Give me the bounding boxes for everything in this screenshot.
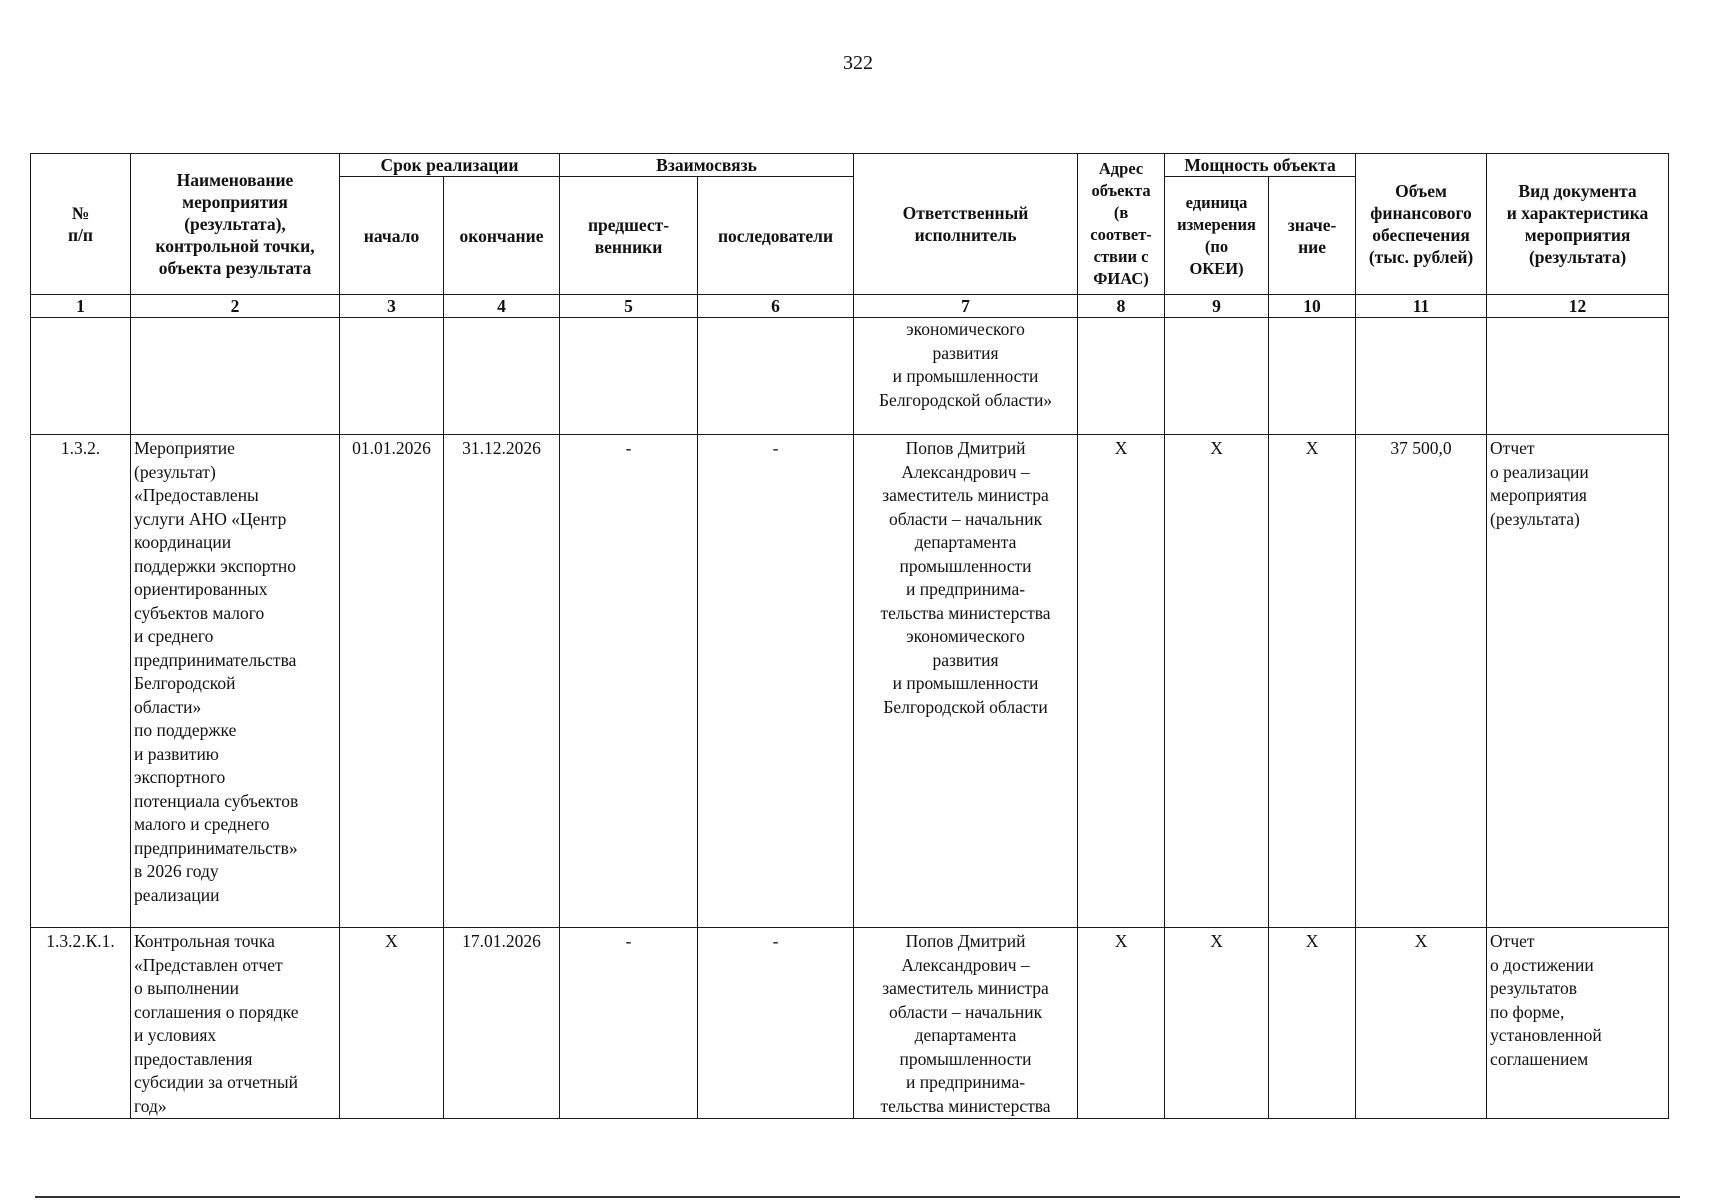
col-number: 6 [698,295,854,318]
cell-address: X [1078,435,1165,928]
cell-responsible: Попов Дмитрий Александрович – заместитель министра области – начальник департамента промышленности и предпринима- тельства министерства [854,928,1078,1119]
cell-unit: X [1165,435,1269,928]
header-link: Взаимосвязь [560,154,854,177]
cell-end: 31.12.2026 [444,435,560,928]
cell-succ: - [698,435,854,928]
cell-start: 01.01.2026 [340,435,444,928]
cell-name: Мероприятие (результат) «Предоставлены услуги АНО «Центр координации поддержки экспортно ориентированных субъектов малого и среднего предпринимательства Белгородской области» по поддержке и развитию экспортного потенциала субъектов малого и среднего предпринимательств» в 2026 году реализации [131,435,340,928]
plan-table [30,153,1669,1119]
cell-doc: Отчет о реализации мероприятия (результата) [1487,435,1669,928]
col-number: 2 [131,295,340,318]
table-row [31,435,1669,928]
cell-responsible: Попов Дмитрий Александрович – заместитель министра области – начальник департамента промышленности и предпринима- тельства министерства экономического развития и промышленности Белгородской области [854,435,1078,928]
table-row [31,928,1669,1119]
col-number: 4 [444,295,560,318]
cell-num: 1.3.2. [31,435,131,928]
cell-value: X [1269,435,1356,928]
col-number: 7 [854,295,1078,318]
column-number-row [31,295,1669,318]
scan-edge-line [35,1196,1680,1198]
header-period: Срок реализации [340,154,560,177]
col-number: 12 [1487,295,1669,318]
cell-pred: - [560,928,698,1119]
col-number: 11 [1356,295,1487,318]
cell-value: X [1269,928,1356,1119]
header-address: Адрес объекта (в соответ- ствии с ФИАС) [1078,154,1165,295]
header-capacity-unit: единица измерения (по ОКЕИ) [1165,177,1269,295]
header-responsible: Ответственный исполнитель [854,154,1078,295]
cell-name: Контрольная точка «Представлен отчет о выполнении соглашения о порядке и условиях предоставления субсидии за отчетный год» [131,928,340,1119]
header-period-end: окончание [444,177,560,295]
cell-responsible: экономического развития и промышленности Белгородской области» [854,318,1078,435]
col-number: 3 [340,295,444,318]
header-name: Наименование мероприятия (результата), контрольной точки, объекта результата [131,154,340,295]
header-capacity-value: значе- ние [1269,177,1356,295]
cell-succ: - [698,928,854,1119]
cell-finance: 37 500,0 [1356,435,1487,928]
header-finance: Объем финансового обеспечения (тыс. рублей) [1356,154,1487,295]
header-num: № п/п [31,154,131,295]
col-number: 8 [1078,295,1165,318]
page-number: 322 [843,52,873,74]
header-row-1 [31,154,1669,177]
col-number: 5 [560,295,698,318]
cell-pred: - [560,435,698,928]
cell-end: 17.01.2026 [444,928,560,1119]
cell-finance: X [1356,928,1487,1119]
continuation-row [31,318,1669,435]
cell-doc: Отчет о достижении результатов по форме, установленной соглашением [1487,928,1669,1119]
cell-num: 1.3.2.К.1. [31,928,131,1119]
cell-unit: X [1165,928,1269,1119]
header-doc-type: Вид документа и характеристика мероприятия (результата) [1487,154,1669,295]
col-number: 10 [1269,295,1356,318]
header-capacity: Мощность объекта [1165,154,1356,177]
header-link-pred: предшест- венники [560,177,698,295]
col-number: 9 [1165,295,1269,318]
cell-address: X [1078,928,1165,1119]
header-period-start: начало [340,177,444,295]
cell-start: X [340,928,444,1119]
col-number: 1 [31,295,131,318]
header-link-succ: последователи [698,177,854,295]
